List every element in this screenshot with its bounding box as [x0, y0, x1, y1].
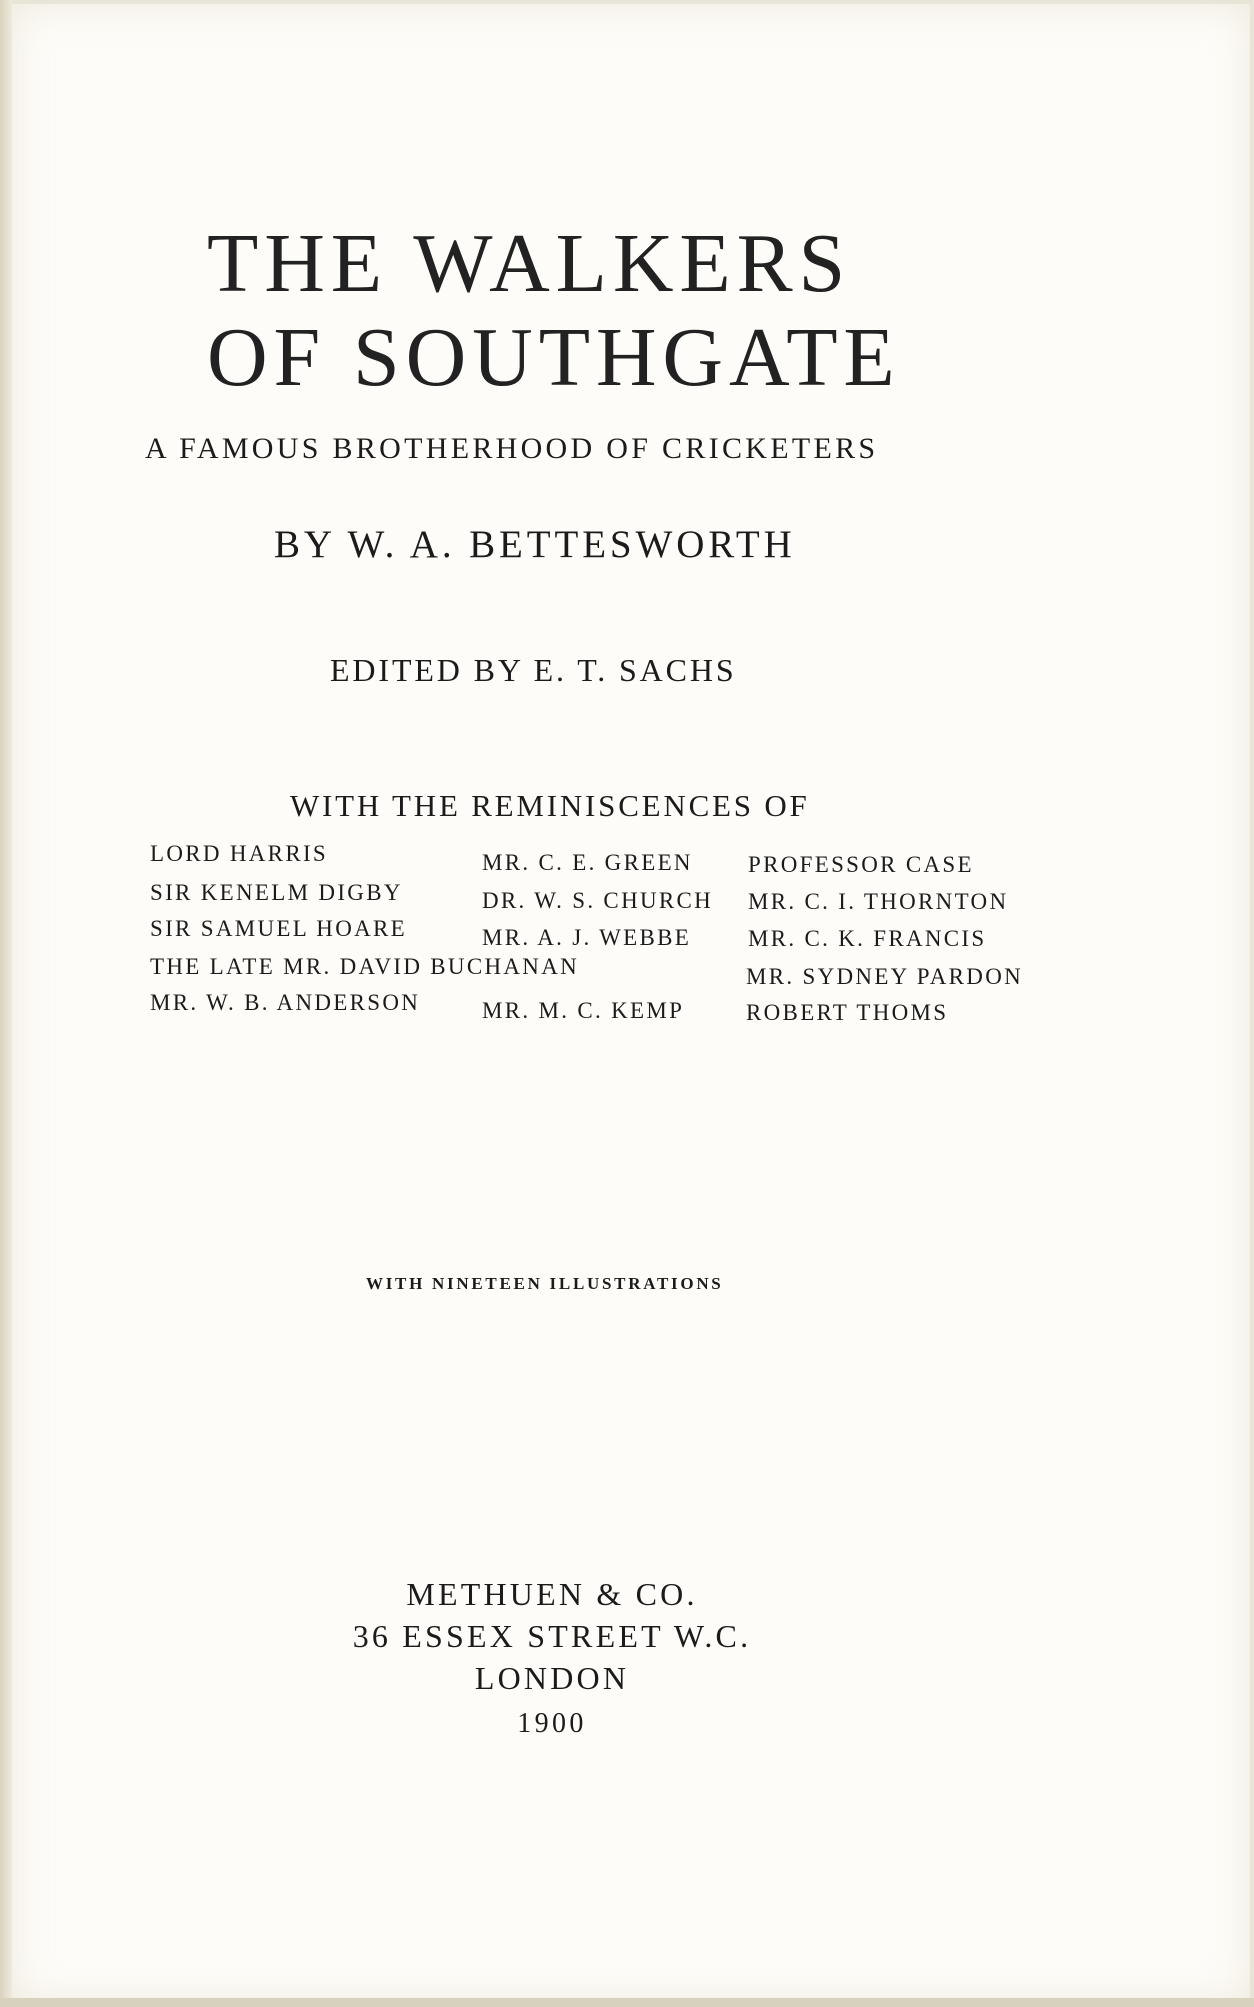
book-subtitle: A FAMOUS BROTHERHOOD OF CRICKETERS	[145, 432, 879, 465]
page-edge	[0, 0, 12, 2007]
contributor-name: MR. SYDNEY PARDON	[746, 964, 1024, 989]
illustrations-note: WITH NINETEEN ILLUSTRATIONS	[366, 1274, 724, 1293]
contributor-name: MR. M. C. KEMP	[482, 998, 685, 1023]
publisher-city: LONDON	[474, 1660, 630, 1696]
contributor-name: DR. W. S. CHURCH	[482, 888, 714, 913]
contributor-name: PROFESSOR CASE	[748, 852, 974, 877]
publisher-address: 36 ESSEX STREET W.C.	[352, 1618, 752, 1654]
publisher-name: METHUEN & CO.	[406, 1576, 698, 1612]
book-title-line-1: THE WALKERS	[207, 217, 852, 310]
contributor-name: ROBERT THOMS	[746, 1000, 949, 1025]
reminiscences-heading: WITH THE REMINISCENCES OF	[290, 788, 810, 823]
contributor-name: SIR KENELM DIGBY	[150, 880, 403, 905]
contributor-name: MR. C. K. FRANCIS	[748, 926, 987, 951]
editor-line: EDITED BY E. T. SACHS	[330, 652, 737, 688]
author-line: BY W. A. BETTESWORTH	[274, 523, 796, 566]
contributor-name: MR. C. I. THORNTON	[748, 889, 1009, 914]
contributor-name: THE LATE MR. DAVID BUCHANAN	[150, 954, 580, 979]
contributor-name: SIR SAMUEL HOARE	[150, 916, 408, 941]
contributor-name: MR. W. B. ANDERSON	[150, 990, 421, 1015]
publication-year: 1900	[517, 1708, 587, 1739]
contributor-name: MR. A. J. WEBBE	[482, 925, 692, 950]
contributor-name: MR. C. E. GREEN	[482, 850, 693, 875]
contributor-name: LORD HARRIS	[150, 841, 329, 866]
book-title-line-2: OF SOUTHGATE	[207, 311, 901, 404]
page-bottom-edge	[0, 1998, 1254, 2007]
